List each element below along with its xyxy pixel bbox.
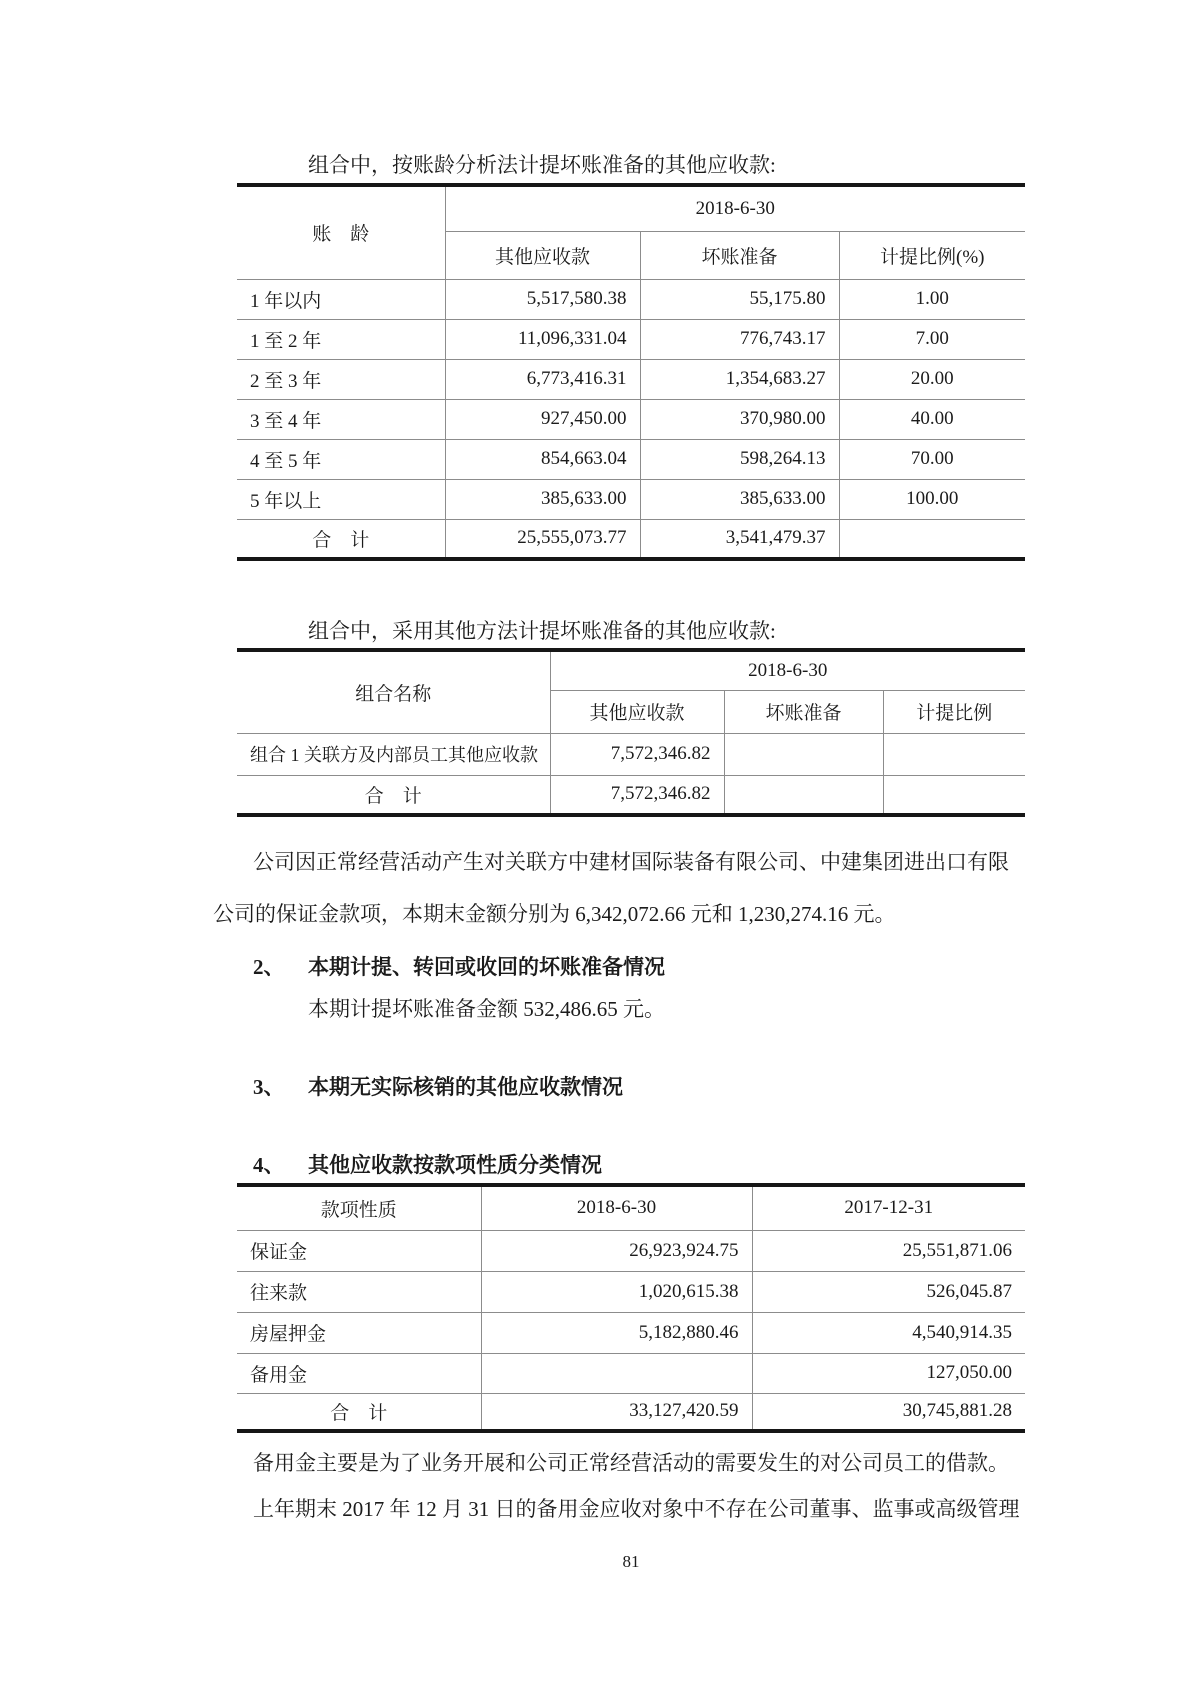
section-number: 4、 [253,1153,285,1177]
table-row [237,279,1025,319]
row-label: 备用金 [237,1353,481,1393]
section-heading-2 [253,952,665,982]
table-row [237,319,1025,359]
total-ratio [883,775,1025,815]
table-total-row [237,519,1025,559]
total-label: 合 计 [237,775,550,815]
bad-debt-provision-note: 本期计提坏账准备金额 532,486.65 元。 [308,997,665,1021]
header-row-date [237,185,1025,231]
total-ratio [839,519,1025,559]
other-method-table [237,648,1025,817]
cell-bad-debt: 776,743.17 [640,319,839,359]
section-number: 3、 [253,1075,285,1099]
row-label: 4 至 5 年 [237,439,445,479]
total-receivable: 25,555,073.77 [445,519,640,559]
cell-receivable: 6,773,416.31 [445,359,640,399]
col-header-portfolio-name: 组合名称 [237,650,550,733]
section-title: 本期无实际核销的其他应收款情况 [308,1075,623,1099]
table-row [237,1230,1025,1271]
total-2018: 33,127,420.59 [481,1393,752,1431]
row-label: 组合 1 关联方及内部员工其他应收款 [237,733,550,775]
aging-analysis-table [237,183,1025,561]
col-header-bad-debt: 坏账准备 [640,231,839,279]
cell-2017: 4,540,914.35 [752,1312,1025,1353]
row-label: 3 至 4 年 [237,399,445,439]
table-row [237,1271,1025,1312]
cell-receivable: 7,572,346.82 [550,733,724,775]
cell-2017: 25,551,871.06 [752,1230,1025,1271]
cell-receivable: 5,517,580.38 [445,279,640,319]
cell-2017: 127,050.00 [752,1353,1025,1393]
row-label: 1 年以内 [237,279,445,319]
total-bad-debt: 3,541,479.37 [640,519,839,559]
col-header-date: 2018-6-30 [550,650,1025,690]
cell-2018: 26,923,924.75 [481,1230,752,1271]
cell-receivable: 854,663.04 [445,439,640,479]
section-title: 本期计提、转回或收回的坏账准备情况 [308,955,665,979]
table-row [237,399,1025,439]
table-row [237,1353,1025,1393]
table-row [237,733,1025,775]
cell-ratio: 7.00 [839,319,1025,359]
total-receivable: 7,572,346.82 [550,775,724,815]
paragraph-line: 备用金主要是为了业务开展和公司正常经营活动的需要发生的对公司员工的借款。 [253,1451,1009,1475]
cell-receivable: 927,450.00 [445,399,640,439]
col-header-2017: 2017-12-31 [752,1185,1025,1230]
cell-bad-debt: 598,264.13 [640,439,839,479]
cell-bad-debt [724,733,883,775]
cell-2018: 5,182,880.46 [481,1312,752,1353]
total-2017: 30,745,881.28 [752,1393,1025,1431]
table-row [237,439,1025,479]
petty-cash-paragraph [253,1440,1043,1532]
section-heading-3 [253,1072,623,1102]
total-label: 合 计 [237,519,445,559]
total-bad-debt [724,775,883,815]
col-header-bad-debt: 坏账准备 [724,690,883,733]
row-label: 房屋押金 [237,1312,481,1353]
section-title: 其他应收款按款项性质分类情况 [308,1153,602,1177]
col-header-aging: 账 龄 [237,185,445,279]
other-method-table-caption: 组合中，采用其他方法计提坏账准备的其他应收款: [308,619,776,643]
cell-bad-debt: 385,633.00 [640,479,839,519]
row-label: 5 年以上 [237,479,445,519]
cell-receivable: 385,633.00 [445,479,640,519]
col-header-2018: 2018-6-30 [481,1185,752,1230]
aging-table-caption: 组合中，按账龄分析法计提坏账准备的其他应收款: [308,153,776,177]
cell-ratio [883,733,1025,775]
col-header-ratio: 计提比例(%) [839,231,1025,279]
paragraph-line: 公司的保证金款项，本期末金额分别为 6,342,072.66 元和 1,230,274.16 元。 [213,902,896,926]
col-header-receivable: 其他应收款 [445,231,640,279]
cell-ratio: 70.00 [839,439,1025,479]
col-header-ratio: 计提比例 [883,690,1025,733]
header-row-date [237,650,1025,690]
row-label: 2 至 3 年 [237,359,445,399]
cell-2018 [481,1353,752,1393]
cell-bad-debt: 1,354,683.27 [640,359,839,399]
cell-ratio: 40.00 [839,399,1025,439]
total-label: 合 计 [237,1393,481,1431]
table-row [237,1312,1025,1353]
col-header-nature: 款项性质 [320,1199,397,1221]
row-label: 往来款 [237,1271,481,1312]
cell-bad-debt: 370,980.00 [640,399,839,439]
cell-ratio: 20.00 [839,359,1025,399]
cell-2017: 526,045.87 [752,1271,1025,1312]
col-header-receivable: 其他应收款 [550,690,724,733]
cell-bad-debt: 55,175.80 [640,279,839,319]
section-heading-4 [253,1150,602,1180]
table-total-row [237,775,1025,815]
row-label: 保证金 [237,1230,481,1271]
cell-ratio: 1.00 [839,279,1025,319]
col-header-date: 2018-6-30 [445,185,1025,231]
table-row [237,479,1025,519]
page-number: 81 [622,1552,640,1571]
header-row [237,1185,1025,1230]
table-row [237,359,1025,399]
section-number: 2、 [253,955,285,979]
cell-receivable: 11,096,331.04 [445,319,640,359]
deposit-paragraph [213,836,1023,940]
cell-2018: 1,020,615.38 [481,1271,752,1312]
row-label: 1 至 2 年 [237,319,445,359]
cell-ratio: 100.00 [839,479,1025,519]
nature-classification-table [237,1183,1025,1433]
paragraph-line: 上年期末 2017 年 12 月 31 日的备用金应收对象中不存在公司董事、监事或高级管理 [253,1497,1020,1521]
paragraph-line: 公司因正常经营活动产生对关联方中建材国际装备有限公司、中建集团进出口有限 [253,850,1009,874]
table-total-row [237,1393,1025,1431]
